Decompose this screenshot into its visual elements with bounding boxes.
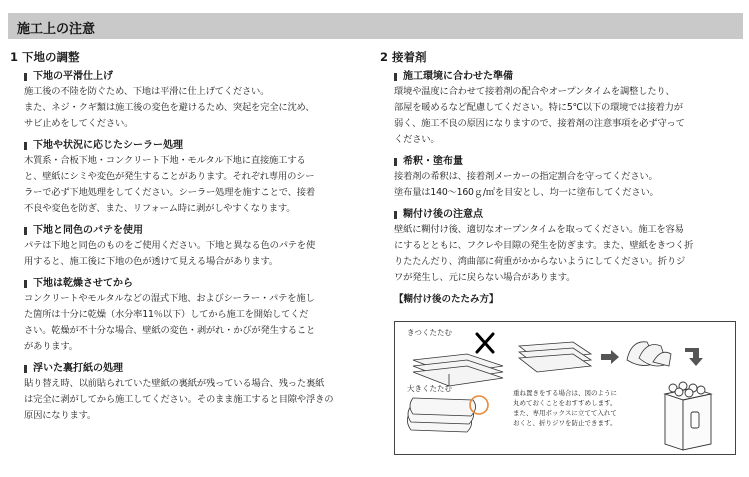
loose-fold-illustration <box>407 398 475 432</box>
body-line: と、壁紙にシミや変色が発生することがあります。それぞれ専用のシー <box>24 171 315 182</box>
bullet-mark <box>24 365 27 373</box>
body-line: サビ止めをしてください。 <box>24 118 134 129</box>
tight-fold-illustration <box>413 354 503 386</box>
arrow-right-icon <box>601 350 619 364</box>
note-line: おくと、折りジワを防止できます。 <box>513 419 617 427</box>
item-heading: 希釈・塗布量 <box>403 156 463 167</box>
body-line: 施工後の不陸を防ぐため、下地は平滑に仕上げてください。 <box>24 86 270 97</box>
body-line: 原因になります。 <box>24 410 97 421</box>
body-line: 用すると、施工後に下地の色が透けて見える場合があります。 <box>24 256 278 267</box>
note-line: 丸めておくことをおすすめします。 <box>513 399 617 407</box>
bullet-mark <box>394 73 397 81</box>
body-line: 木質系・合板下地・コンクリート下地・モルタル下地に直接施工する <box>24 155 306 166</box>
storage-box-illustration <box>665 382 711 450</box>
section-title: 2 接着剤 <box>380 50 427 64</box>
item-heading: 下地は乾燥させてから <box>33 278 133 289</box>
illustration-title: 【糊付け後のたたみ方】 <box>394 294 499 305</box>
body-line: 貼り替え時、以前貼られていた壁紙の裏紙が残っている場合、残った裏紙 <box>24 378 325 389</box>
note-line: 重ね置きをする場合は、図のように <box>513 389 617 397</box>
section-base-preparation <box>10 50 368 431</box>
item-heading: 糊付け後の注意点 <box>403 209 483 220</box>
body-line: 部屋を暖めるなど配慮してください。特に5℃以下の環境では接着力が <box>394 102 683 113</box>
body-line: 壁紙に糊付け後、適切なオープンタイムを取ってください。施工を容易 <box>394 224 684 235</box>
storage-note <box>513 388 663 428</box>
page-header <box>8 13 743 39</box>
loose-fold-label: 大きくたたむ <box>407 384 452 393</box>
body-line: は完全に剥がしてから施工してください。そのまま施工すると目隙や浮きの <box>24 394 334 405</box>
body-line: コンクリートやモルタルなどの湿式下地、およびシーラー・パテを施し <box>24 293 315 304</box>
roll-step-1-illustration <box>519 342 591 372</box>
item-environment <box>394 70 738 148</box>
folding-illustration <box>394 321 736 455</box>
item-putty <box>24 224 368 270</box>
body-line: 環境や温度に合わせて接着剤の配合やオープンタイムを調整したり、 <box>394 86 675 97</box>
tight-fold-label: きつくたたむ <box>407 328 452 337</box>
arrow-down-icon <box>685 348 703 366</box>
body-line: 塗布量は140～160ｇ/㎡を目安とし、均一に塗布してください。 <box>394 187 659 198</box>
body-line: があります。 <box>24 341 78 352</box>
body-line: 不良や変色を防ぎ、また、リフォーム時に剥がしやすくなります。 <box>24 203 296 214</box>
x-mark-icon <box>477 334 493 352</box>
bullet-mark <box>394 211 397 219</box>
body-line: ワが発生し、元に戻らない場合があります。 <box>394 272 576 283</box>
bullet-mark <box>24 142 27 150</box>
body-line: 接着剤の希釈は、接着剤メーカーの指定割合を守ってください。 <box>394 171 658 182</box>
item-after-pasting <box>394 208 738 286</box>
body-line: ください。 <box>394 134 440 145</box>
item-dilution <box>394 155 738 201</box>
bullet-mark <box>24 73 27 81</box>
body-line: ラーで必ず下地処理をしてください。シーラー処理を施すことで、接着 <box>24 187 315 198</box>
body-line: にするとともに、フクレや目隙の発生を防ぎます。また、壁紙をきつく折 <box>394 240 694 251</box>
item-smooth-finish <box>24 70 368 132</box>
body-line: た箇所は十分に乾燥（水分率11％以下）してから施工を開始してくだ <box>24 309 309 320</box>
item-dry-base <box>24 277 368 355</box>
body-line: また、ネジ・クギ類は施工後の変色を避けるため、突起を完全に沈め、 <box>24 102 315 113</box>
body-line: 弱く、施工不良の原因になりますので、接着剤の注意事項を必ず守って <box>394 118 685 129</box>
item-sealer <box>24 139 368 217</box>
bullet-mark <box>24 227 27 235</box>
item-heading: 下地と同色のパテを使用 <box>33 225 143 236</box>
note-line: また、専用ボックスに立てて入れて <box>513 409 617 417</box>
roll-step-2-illustration <box>627 342 671 366</box>
item-heading: 浮いた裏打紙の処理 <box>33 363 123 374</box>
section-title: 1 下地の調整 <box>10 50 80 64</box>
body-line: さい。乾燥が不十分な場合、壁紙の変色・剥がれ・かびが発生すること <box>24 325 316 336</box>
bullet-mark <box>24 280 27 288</box>
page-title: 施工上の注意 <box>17 22 96 37</box>
item-heading: 下地や状況に応じたシーラー処理 <box>33 140 183 151</box>
item-backing-paper <box>24 362 368 424</box>
body-line: パテは下地と同色のものをご使用ください。下地と異なる色のパテを使 <box>24 240 316 251</box>
item-heading: 下地の平滑仕上げ <box>33 71 113 82</box>
bullet-mark <box>394 158 397 166</box>
body-line: りたたんだり、湾曲部に荷重がかからないようにしてください。折りジ <box>394 256 686 267</box>
item-heading: 施工環境に合わせた準備 <box>403 71 513 82</box>
section-adhesive <box>380 50 738 310</box>
